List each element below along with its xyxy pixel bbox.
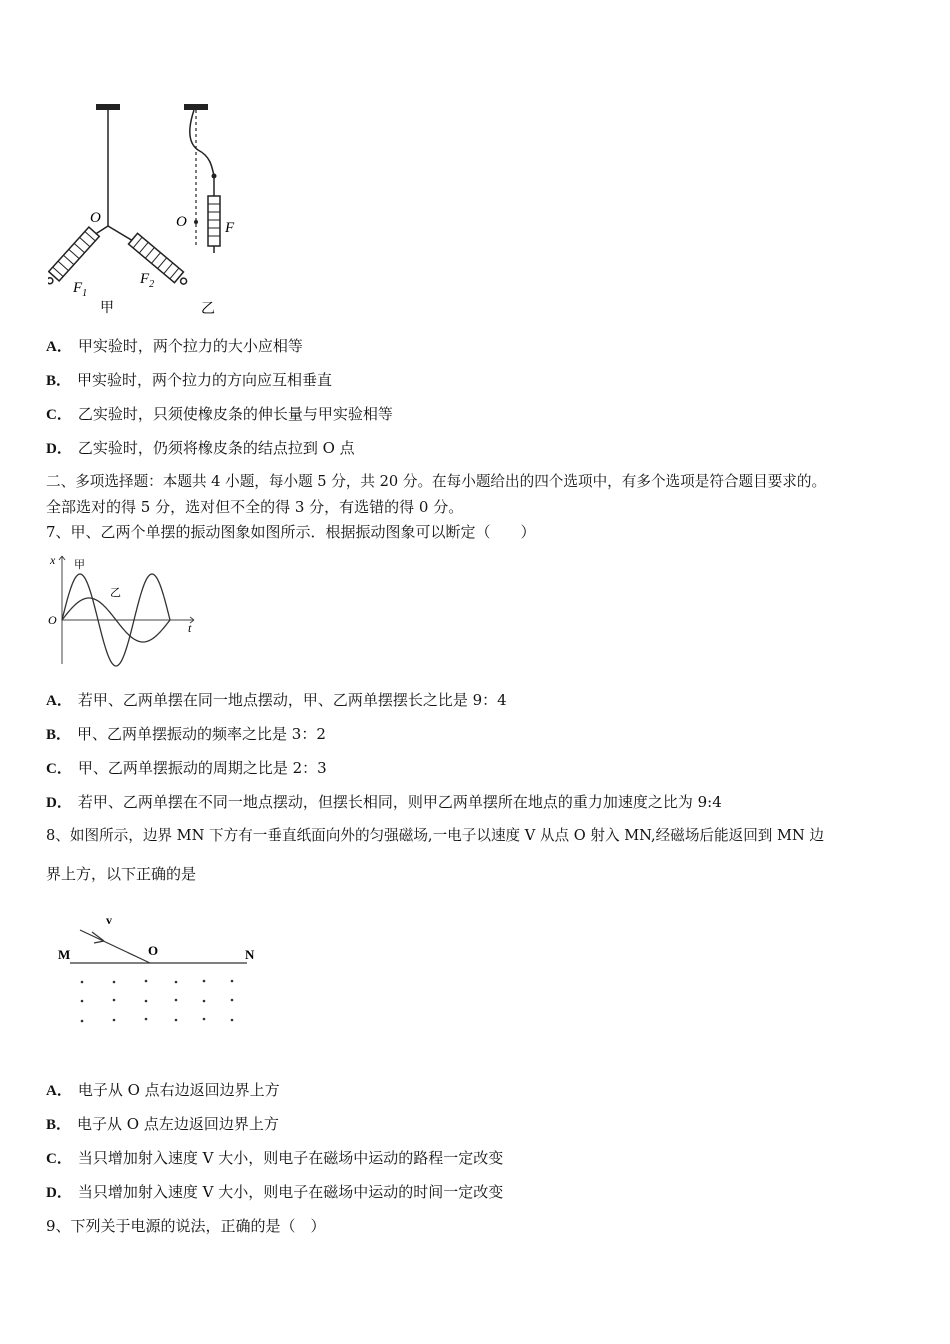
spring-scale-f2 (129, 233, 191, 288)
ceiling-mount-right (184, 104, 208, 110)
axis-label-t: t (188, 621, 192, 635)
q7-option-a: A． 若甲、乙两单摆在同一地点摆动，甲、乙两单摆摆长之比是 9：4 (46, 691, 507, 709)
q8-option-c: C． 当只增加射入速度 V 大小，则电子在磁场中运动的路程一定改变 (46, 1149, 504, 1167)
label-jia: 甲 (74, 559, 85, 571)
q8-option-a: A． 电子从 O 点右边返回边界上方 (46, 1081, 280, 1099)
q7-option-d: D． 若甲、乙两单摆在不同一地点摆动，但摆长相同，则甲乙两单摆所在地点的重力加速度之比为 9:4 (46, 793, 722, 811)
q6-option-c: C． 乙实验时，只须使橡皮条的伸长量与甲实验相等 (46, 405, 393, 423)
q8-stem-line1: 8、如图所示，边界 MN 下方有一垂直纸面向外的匀强磁场,一电子以速度 V 从点 O 射入 MN,经磁场后能返回到 MN 边 (46, 827, 824, 844)
label-o: O (148, 943, 159, 958)
label-o-right: O (176, 214, 187, 230)
q9-stem: 9、下列关于电源的说法，正确的是（ ） (46, 1217, 326, 1235)
spring-scale-f1 (48, 227, 99, 288)
q7-stem: 7、甲、乙两个单摆的振动图象如图所示．根据振动图象可以断定（ ） (46, 523, 536, 541)
q6-option-b: B． 甲实验时，两个拉力的方向应互相垂直 (46, 371, 333, 389)
magnetic-field-dots (81, 980, 234, 1023)
label-f1: $F_1$ (73, 280, 88, 299)
q8-option-d: D． 当只增加射入速度 V 大小，则电子在磁场中运动的时间一定改变 (46, 1183, 504, 1201)
electron-velocity-path (80, 930, 150, 963)
label-f2: $F_2$ (140, 271, 155, 290)
section2-header-line1: 二、多项选择题：本题共 4 小题，每小题 5 分，共 20 分。在每小题给出的四个选项中，有多个选项是符合题目要求的。 (46, 473, 827, 490)
label-yi: 乙 (110, 587, 121, 599)
q6-option-d: D． 乙实验时，仍须将橡皮条的结点拉到 O 点 (46, 439, 355, 457)
q7-option-c: C． 甲、乙两单摆振动的周期之比是 2：3 (46, 759, 327, 777)
section2-header-line2: 全部选对的得 5 分，选对但不全的得 3 分，有选错的得 0 分。 (46, 498, 464, 516)
caption-jia: 甲 (100, 301, 114, 316)
q8-option-b: B． 电子从 O 点左边返回边界上方 (46, 1115, 279, 1133)
caption-yi: 乙 (201, 302, 215, 317)
spring-scale-f (208, 174, 220, 254)
magnetic-field-figure (54, 908, 264, 1036)
label-o-left: O (90, 210, 101, 226)
axis-label-x: x (50, 553, 56, 567)
q8-stem-line2: 界上方，以下正确的是 (46, 865, 197, 883)
oscillation-graph (44, 552, 204, 670)
q7-option-b: B． 甲、乙两单摆振动的频率之比是 3：2 (46, 725, 326, 743)
force-experiment-figure (48, 98, 258, 323)
q6-option-a: A． 甲实验时，两个拉力的大小应相等 (46, 337, 303, 355)
label-n: N (245, 947, 255, 962)
ceiling-mount-left (96, 104, 120, 110)
origin-label: O (48, 613, 57, 627)
label-f: F (225, 220, 235, 236)
label-m: M (58, 947, 71, 962)
label-v: v (106, 913, 112, 927)
rubber-band-right (190, 110, 214, 176)
